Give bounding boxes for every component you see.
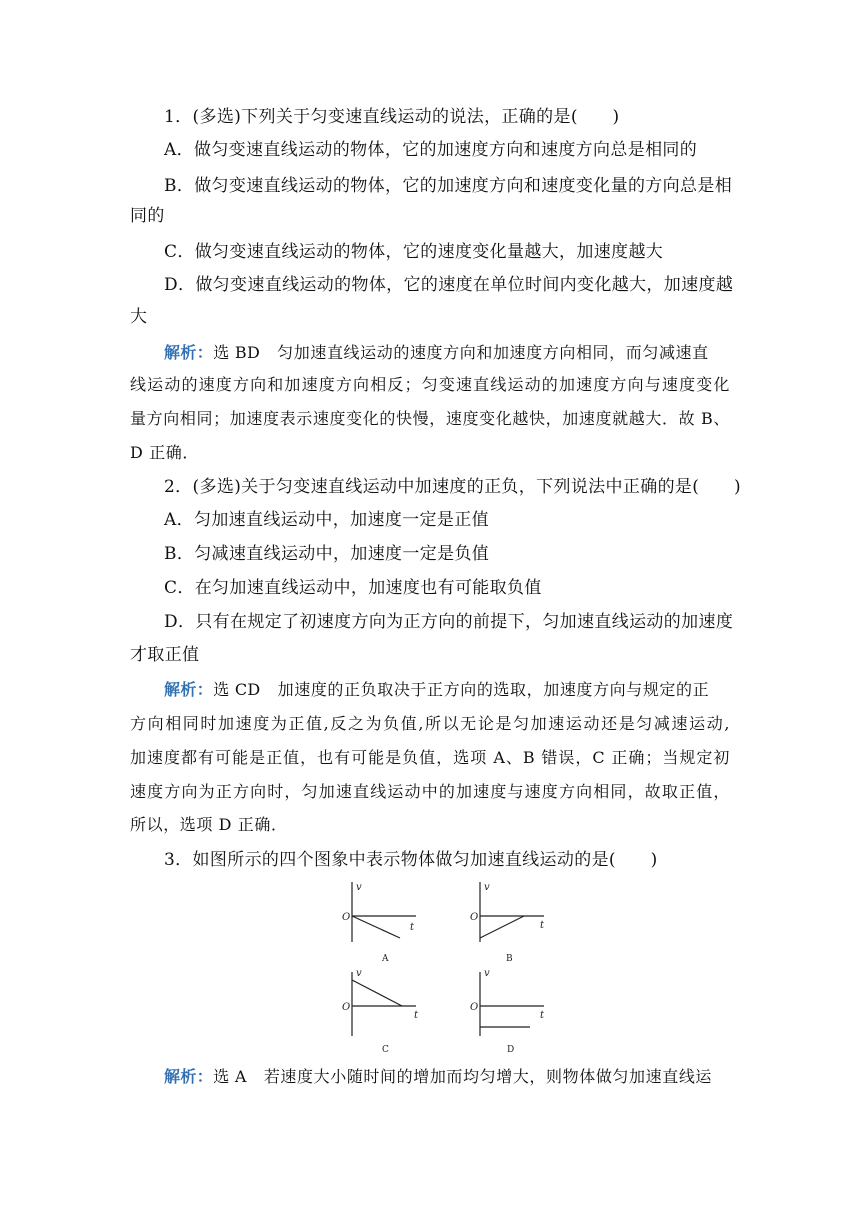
q1-option-a: A．做匀变速直线运动的物体，它的加速度方向和速度方向总是相同的	[164, 140, 698, 160]
q2-analysis-line5: 所以，选项 D 正确．	[130, 815, 288, 834]
q1-analysis-line1	[164, 343, 730, 363]
graph-d	[470, 968, 545, 1055]
q2-stem: 2．(多选)关于匀变速直线运动中加速度的正负，下列说法中正确的是( )	[164, 477, 741, 497]
analysis-label: 解析：	[164, 680, 214, 699]
graph-d-caption: D	[507, 1045, 515, 1055]
graph-b-origin-label: O	[470, 912, 479, 923]
q2-answer: 选 CD	[213, 680, 261, 699]
graph-b-t-label: t	[540, 920, 545, 931]
q2-option-c: C．在匀加速直线运动中，加速度也有可能取负值	[164, 578, 542, 598]
q2-analysis-line2: 方向相同时加速度为正值,反之为负值,所以无论是匀加速运动还是匀减速运动,	[130, 714, 730, 733]
q1-option-d-line1: D．做匀变速直线运动的物体，它的速度在单位时间内变化越大，加速度越	[164, 275, 734, 295]
graph-c-line	[352, 980, 402, 1006]
graph-b	[470, 882, 545, 964]
q3-stem: 3．如图所示的四个图象中表示物体做匀加速直线运动的是( )	[164, 850, 658, 870]
vt-graphs-svg	[330, 876, 560, 1056]
graph-b-v-label: v	[484, 882, 490, 893]
graph-a-v-label: v	[356, 882, 362, 893]
q3-answer: 选 A	[213, 1067, 247, 1086]
graph-a-caption: A	[382, 954, 389, 964]
q1-stem: 1．(多选)下列关于匀变速直线运动的说法，正确的是( )	[164, 107, 620, 127]
graph-c-origin-label: O	[342, 1002, 351, 1013]
graph-a-origin-label: O	[342, 912, 351, 923]
graph-a-t-label: t	[410, 922, 415, 933]
q1-analysis-line3: 量方向相同；加速度表示速度变化的快慢，速度变化越快，加速度就越大．故 B、	[130, 409, 730, 428]
q3-explanation-part1: 若速度大小随时间的增加而均匀增大，则物体做匀加速直线运	[263, 1067, 713, 1086]
analysis-label: 解析：	[164, 343, 214, 362]
graph-d-t-label: t	[540, 1010, 545, 1021]
q1-option-b-line1: B．做匀变速直线运动的物体，它的加速度方向和速度变化量的方向总是相	[164, 176, 733, 196]
q2-option-b: B．匀减速直线运动中，加速度一定是负值	[164, 544, 490, 564]
graph-c-t-label: t	[414, 1010, 419, 1021]
graph-a-line	[352, 916, 400, 938]
q2-analysis-line4: 速度方向为正方向时，匀加速直线运动中的加速度与速度方向相同，故取正值，	[130, 782, 730, 801]
q1-analysis-line4: D 正确．	[130, 443, 199, 462]
graph-b-line	[480, 916, 524, 938]
graph-d-v-label: v	[484, 968, 490, 979]
graph-c-caption: C	[382, 1045, 389, 1055]
q2-analysis-line3: 加速度都有可能是正值，也有可能是负值，选项 A、B 错误，C 正确；当规定初	[130, 748, 730, 767]
q1-answer: 选 BD	[213, 343, 261, 362]
q2-analysis-line1	[164, 680, 730, 700]
q1-option-d-line2: 大	[130, 307, 148, 327]
q2-option-a: A．匀加速直线运动中，加速度一定是正值	[164, 510, 489, 530]
q1-option-b-line2: 同的	[130, 206, 165, 226]
vt-graphs-figure	[330, 876, 560, 1056]
graph-b-caption: B	[506, 954, 513, 964]
graph-a	[342, 882, 416, 964]
q1-analysis-line2: 线运动的速度方向和加速度方向相反；匀变速直线运动的加速度方向与速度变化	[130, 375, 730, 394]
q2-option-d-line1: D．只有在规定了初速度方向为正方向的前提下，匀加速直线运动的加速度	[164, 612, 734, 632]
q2-explanation-part1: 加速度的正负取决于正方向的选取，加速度方向与规定的正	[277, 680, 710, 699]
q1-option-c: C．做匀变速直线运动的物体，它的速度变化量越大，加速度越大	[164, 242, 664, 262]
graph-c-v-label: v	[356, 968, 362, 979]
q2-option-d-line2: 才取正值	[130, 645, 200, 665]
q1-explanation-part1: 匀加速直线运动的速度方向和加速度方向相同，而匀减速直	[277, 343, 709, 362]
graph-c	[342, 968, 419, 1055]
q3-analysis-line1	[164, 1067, 730, 1087]
analysis-label: 解析：	[164, 1067, 214, 1086]
graph-d-origin-label: O	[470, 1002, 479, 1013]
